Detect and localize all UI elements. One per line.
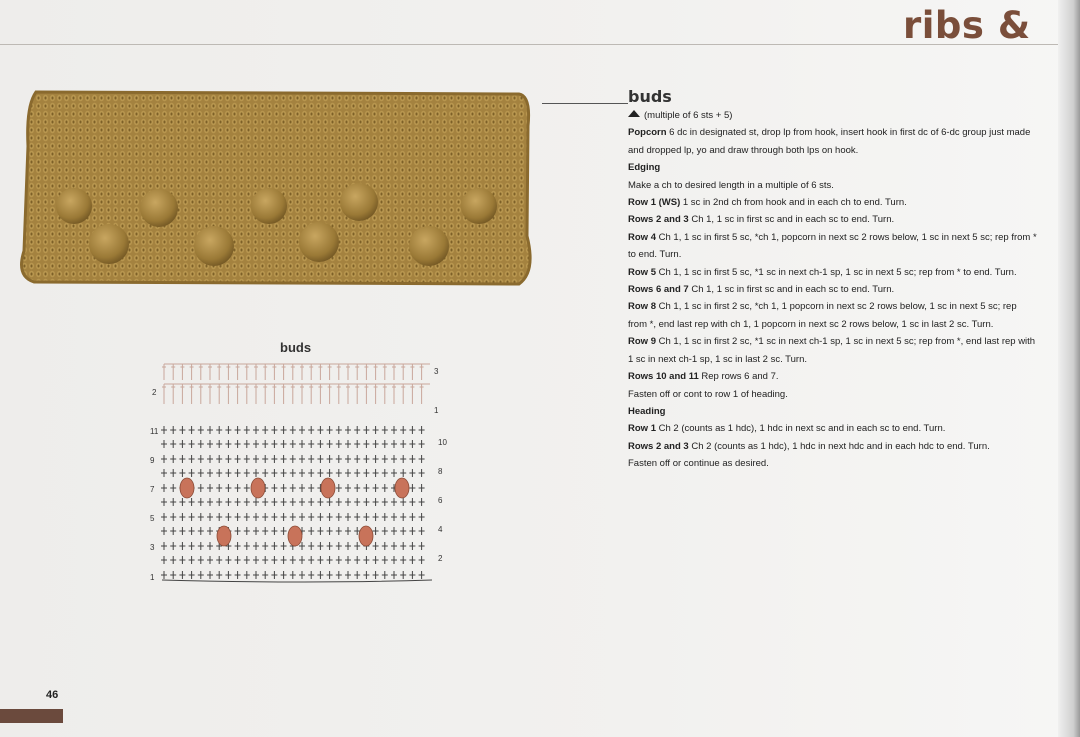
row-instruction: Rows 2 and 3 Ch 1, 1 sc in first sc and in each sc to end. Turn. — [628, 214, 895, 226]
section-rule — [542, 103, 628, 104]
row-instruction: Row 4 Ch 1, 1 sc in first 5 sc, *ch 1, popcorn in next sc 2 rows below, 1 sc in next 5 sc; rep from * to end. Turn. — [628, 231, 1037, 261]
multiple-line: (multiple of 6 sts + 5) — [628, 107, 1038, 124]
hdc-rows — [162, 364, 430, 404]
popcorn-symbol — [288, 526, 302, 546]
row-num-right: 4 — [438, 525, 443, 534]
foundation-chain — [162, 580, 432, 582]
page-edge — [1058, 0, 1080, 737]
row-num-right: 3 — [434, 367, 439, 376]
edging-heading: Edging — [628, 162, 661, 174]
row-num-right: 1 — [434, 406, 439, 415]
sc-rows — [161, 426, 425, 579]
crochet-swatch-photo — [14, 86, 539, 291]
row-num-left: 3 — [150, 543, 155, 552]
heading-row: Rows 2 and 3 Ch 2 (counts as 1 hdc), 1 hdc in next hdc and in each hdc to end. Turn. — [628, 440, 990, 452]
popcorn-symbol — [217, 526, 231, 546]
popcorn-symbol — [180, 478, 194, 498]
row-num-left: 7 — [150, 485, 155, 494]
popcorn-symbol — [321, 478, 335, 498]
triangle-up-icon — [628, 110, 640, 117]
popcorn-definition: Popcorn 6 dc in designated st, drop lp from hook, insert hook in first dc of 6-dc group just made and dropped lp, yo and draw through both lps on hook. — [628, 127, 1031, 156]
row-num-left: 1 — [150, 573, 155, 582]
heading-label: Heading — [628, 405, 666, 417]
folio-bar — [0, 709, 63, 723]
row-num-right: 6 — [438, 496, 443, 505]
row-instruction: Rows 10 and 11 Rep rows 6 and 7. — [628, 371, 779, 383]
row-instruction: Row 9 Ch 1, 1 sc in first 2 sc, *1 sc in next ch-1 sp, 1 sc in next 5 sc; rep from *, end last rep with 1 sc in next ch-1 sp, 1 sc in last 2 sc. Turn. — [628, 336, 1036, 365]
section-title: buds — [628, 87, 672, 106]
heading-row: Row 1 Ch 2 (counts as 1 hdc), 1 hdc in next sc and in each sc to end. Turn. — [628, 423, 946, 435]
edging-intro: Make a ch to desired length in a multiple of 6 sts. — [628, 179, 834, 191]
row-num-right: 10 — [438, 438, 447, 447]
row-num-right: 2 — [438, 554, 443, 563]
fasten-off-1: Fasten off or cont to row 1 of heading. — [628, 388, 788, 400]
row-instruction: Row 5 Ch 1, 1 sc in first 5 sc, *1 sc in next ch-1 sp, 1 sc in next 5 sc; rep from * to end. Turn. — [628, 266, 1017, 278]
row-num-left: 2 — [152, 388, 157, 397]
row-instruction: Rows 6 and 7 Ch 1, 1 sc in first sc and in each sc to end. Turn. — [628, 284, 895, 296]
popcorn-symbol — [251, 478, 265, 498]
popcorn-symbol — [359, 526, 373, 546]
fasten-off-2: Fasten off or continue as desired. — [628, 458, 769, 470]
row-num-left: 9 — [150, 456, 155, 465]
row-num-left: 5 — [150, 514, 155, 523]
row-instruction: Row 1 (WS) 1 sc in 2nd ch from hook and in each ch to end. Turn. — [628, 197, 907, 209]
row-num-right: 8 — [438, 467, 443, 476]
row-instruction: Row 8 Ch 1, 1 sc in first 2 sc, *ch 1, 1 popcorn in next sc 2 rows below, 1 sc in next 5 sc; rep from *, end last rep with ch 1, 1 popcorn in next sc 2 rows below, 1 sc in last 2 sc. Turn. — [628, 301, 1017, 330]
page-number: 46 — [46, 689, 59, 701]
row-num-left: 11 — [150, 427, 159, 436]
pattern-instructions — [628, 107, 1038, 473]
chart-title: buds — [280, 340, 312, 355]
chapter-title: ribs & — [903, 4, 1031, 47]
stitch-chart — [140, 358, 460, 588]
popcorn-symbol — [395, 478, 409, 498]
